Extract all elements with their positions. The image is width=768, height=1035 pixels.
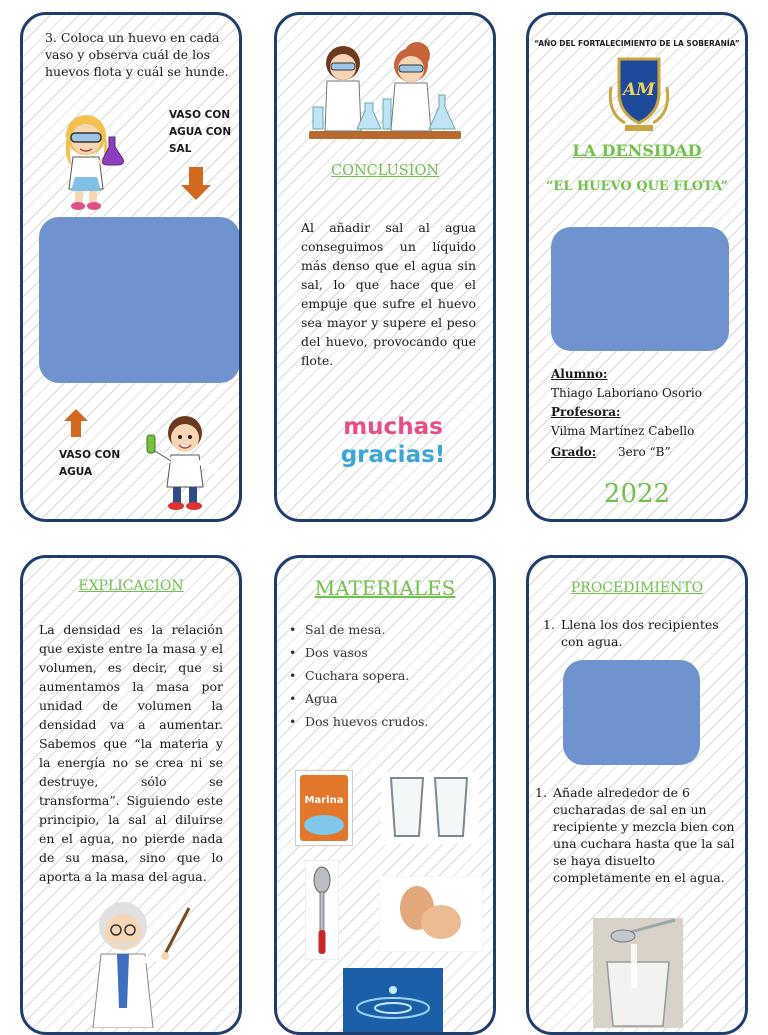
- school-crest-logo: [605, 53, 673, 133]
- step-1-text: Llena los dos recipientes con agua.: [561, 617, 719, 649]
- grade-label: Grado:: [551, 445, 597, 459]
- material-item: • Cuchara sopera.: [287, 664, 487, 687]
- muchas-gracias-graphic: [333, 397, 453, 487]
- panel-conclusion: [274, 12, 496, 522]
- cover-title: LA DENSIDAD: [572, 141, 702, 160]
- photo-placeholder-step-1: [563, 660, 700, 765]
- arrow-down-icon: [189, 167, 203, 185]
- panel-step-3: [20, 12, 242, 522]
- teacher-label: Profesora:: [551, 405, 621, 419]
- photo-placeholder-glasses: [39, 217, 240, 383]
- procedure-step-1: [543, 616, 733, 650]
- eggs-image: [379, 876, 483, 952]
- year-banner: “AÑO DEL FORTALECIMIENTO DE LA SOBERANÍA”: [534, 39, 740, 48]
- material-item: • Sal de mesa.: [287, 618, 487, 641]
- step-2-text: Añade alrededor de 6 cucharadas de sal en un recipiente y mezcla bien con una cuchara hasta que la sal se haya disuelto completamente en el agua.: [553, 785, 735, 885]
- material-item: • Dos vasos: [287, 641, 487, 664]
- salt-package-label: Marina: [304, 795, 344, 806]
- cover-year: 2022: [603, 479, 671, 509]
- water-image: [343, 968, 443, 1035]
- professor-illustration: [83, 898, 193, 1028]
- crest-initials: AM: [622, 80, 656, 100]
- panel-cover: [526, 12, 748, 522]
- water-label-line-2: AGUA: [59, 466, 93, 478]
- explanation-text: La densidad es la relación que existe entre la masa y el volumen, es decir, que si aumentamos la masa por unidad de volumen la densidad va a aumentar. Sabemos que “la materia y la energía no se crea ni se destruye, sólo se transforma”. Siguiendo este principio, la sal al diluirse en el agua, no pierde nada de su masa, sino que lo aporta a la masa del agua.: [39, 622, 223, 884]
- step-3-text: 3. Coloca un huevo en cada vaso y observa cuál de los huevos flota y cuál se hunde.: [45, 30, 229, 79]
- student-label: Alumno:: [551, 367, 608, 381]
- procedure-step-2: [535, 784, 739, 886]
- panel-procedure: [526, 555, 748, 1035]
- boy-scientist-illustration: [143, 411, 225, 515]
- student-name: Thiago Laboriano Osorio: [551, 386, 702, 400]
- teacher-name: Vilma Martínez Cabello: [551, 424, 695, 438]
- salt-water-label: [169, 107, 231, 158]
- salt-glass-photo: [593, 918, 683, 1028]
- step-2-number: 1.: [535, 785, 547, 800]
- grade-value: 3ero “B”: [618, 445, 671, 459]
- materials-heading: MATERIALES: [314, 576, 456, 600]
- materials-list: [287, 618, 487, 733]
- panel-explanation: [20, 555, 242, 1035]
- water-label-line-1: VASO CON: [59, 449, 121, 461]
- arrow-up-icon: [71, 421, 81, 437]
- thanks-line-1: muchas: [343, 414, 443, 440]
- photo-placeholder-cover: [551, 227, 729, 351]
- salt-label-line-3: SAL: [169, 143, 192, 155]
- cover-subtitle: “EL HUEVO QUE FLOTA”: [545, 179, 729, 194]
- kids-lab-illustration: [305, 33, 465, 143]
- water-label: [59, 447, 120, 481]
- two-glasses-image: [381, 772, 479, 844]
- procedure-heading: PROCEDIMIENTO: [570, 580, 704, 596]
- conclusion-heading: CONCLUSION: [330, 163, 440, 179]
- salt-label-line-2: AGUA CON: [169, 126, 232, 138]
- conclusion-text: Al añadir sal al agua conseguimos un líquido más denso que el agua sin sal, lo que hace que el empuje que sufre el huevo sea mayor y supere el peso del huevo, provocando que flote.: [301, 220, 476, 368]
- material-item: • Dos huevos crudos.: [287, 710, 487, 733]
- girl-scientist-illustration: [49, 107, 129, 212]
- salt-package-image: [295, 770, 353, 846]
- spoon-image: [305, 860, 339, 960]
- panel-materials: [274, 555, 496, 1035]
- credits-block: [551, 365, 702, 462]
- step-1-number: 1.: [543, 617, 555, 632]
- thanks-line-2: gracias!: [340, 442, 446, 468]
- material-item: • Agua: [287, 687, 487, 710]
- explanation-heading: EXPLICACION: [78, 578, 184, 594]
- salt-label-line-1: VASO CON: [169, 109, 231, 121]
